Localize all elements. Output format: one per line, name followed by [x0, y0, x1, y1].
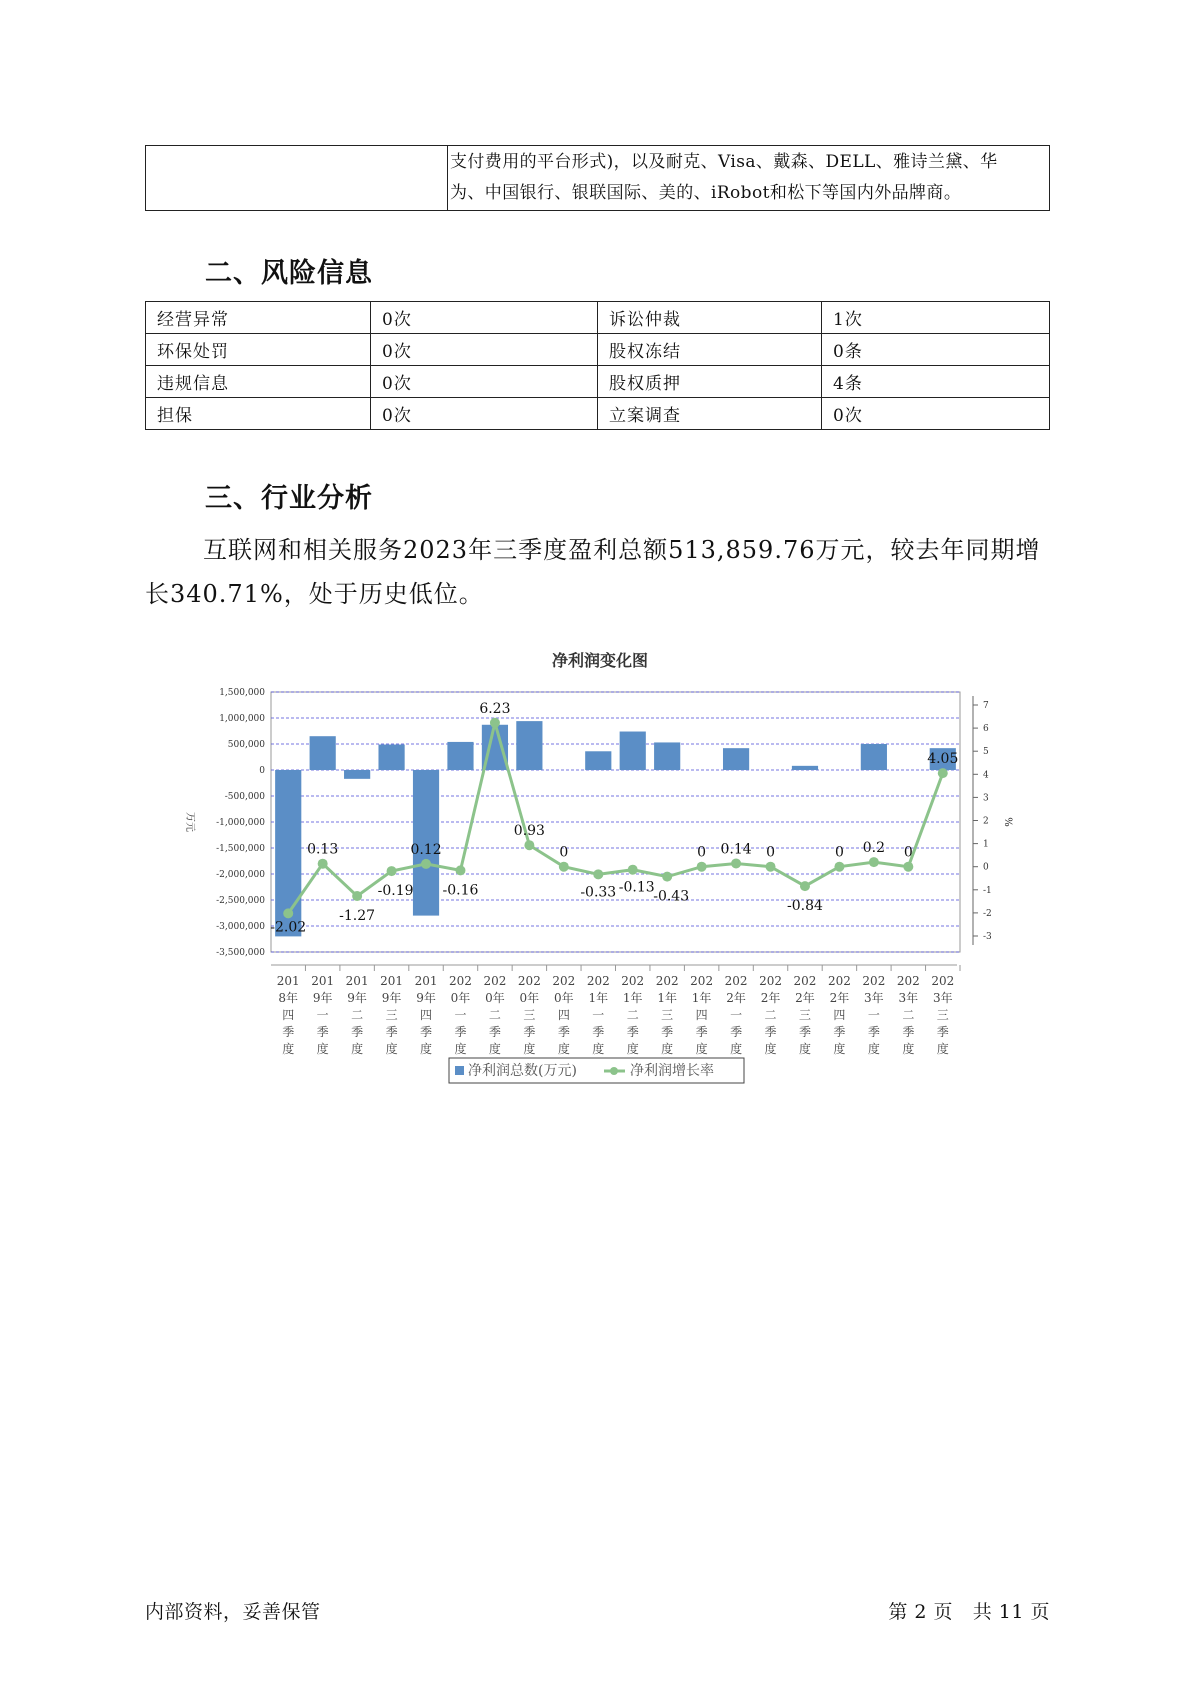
category-label: 三: [385, 1008, 398, 1022]
category-label: 9年: [347, 991, 367, 1005]
risk-label: 违规信息: [146, 366, 371, 398]
growth-data-label: 0.13: [307, 841, 339, 858]
risk-label: 股权冻结: [598, 334, 822, 366]
growth-data-label: -0.33: [580, 884, 617, 901]
category-label: 度: [454, 1042, 467, 1056]
category-label: 202: [724, 974, 748, 988]
growth-data-label: -0.16: [442, 882, 479, 899]
bar: [792, 766, 818, 770]
page-num: 2: [914, 1601, 927, 1623]
business-description-cell: [448, 146, 1050, 211]
category-label: 度: [592, 1042, 605, 1056]
chart-title: 净利润变化图: [551, 651, 649, 670]
category-label: 季: [902, 1025, 915, 1039]
total-num: 11: [998, 1601, 1024, 1623]
growth-data-label: -2.02: [270, 919, 307, 936]
category-label: 201: [311, 974, 335, 988]
category-label: 四: [695, 1008, 708, 1022]
category-label: 9年: [312, 991, 333, 1005]
growth-point: [352, 891, 362, 901]
category-label: 度: [833, 1042, 846, 1056]
risk-value: 4条: [822, 366, 1050, 398]
category-label: 度: [798, 1042, 811, 1056]
category-label: 四: [282, 1008, 295, 1022]
risk-value: 0次: [371, 398, 598, 430]
y2-axis-label: %: [1002, 817, 1013, 827]
category-label: 一: [316, 1008, 329, 1022]
category-label: 度: [695, 1042, 708, 1056]
risk-label: 诉讼仲裁: [598, 302, 822, 334]
growth-point: [697, 862, 707, 872]
bar: [861, 744, 887, 770]
category-label: 三: [936, 1008, 949, 1022]
y-axis-label: 万元: [184, 812, 195, 832]
business-description-table: [145, 145, 1050, 211]
bar: [585, 751, 611, 770]
category-label: 度: [316, 1042, 329, 1056]
category-label: 202: [931, 974, 955, 988]
risk-value: 0条: [822, 334, 1050, 366]
category-label: 度: [902, 1042, 915, 1056]
category-label: 三: [661, 1008, 674, 1022]
category-label: 0年: [450, 991, 471, 1005]
risk-label: 担保: [146, 398, 371, 430]
category-label: 季: [730, 1025, 743, 1039]
category-label: 四: [557, 1008, 570, 1022]
category-label: 一: [730, 1008, 743, 1022]
y2-tick-label: -3: [983, 932, 992, 942]
category-label: 度: [730, 1042, 743, 1056]
y2-tick-label: 5: [983, 747, 989, 758]
footer-page-number: [888, 1597, 1050, 1624]
category-label: 季: [385, 1025, 398, 1039]
legend-line-marker: [610, 1067, 618, 1075]
category-label: 季: [454, 1025, 467, 1039]
category-label: 1年: [622, 991, 643, 1005]
growth-point: [800, 881, 810, 891]
y2-tick-label: 6: [983, 724, 989, 735]
bar: [310, 736, 336, 770]
y2-tick-label: -1: [983, 885, 992, 896]
y2-tick-label: 0: [983, 862, 989, 873]
category-label: 度: [626, 1042, 639, 1056]
growth-point: [593, 869, 603, 879]
category-label: 季: [936, 1025, 949, 1039]
category-label: 季: [282, 1025, 295, 1039]
category-label: 一: [867, 1008, 880, 1022]
category-label: 2年: [795, 991, 815, 1005]
growth-point: [662, 872, 672, 882]
category-label: 三: [523, 1008, 536, 1022]
category-label: 度: [661, 1042, 674, 1056]
legend-bar-swatch: [455, 1066, 464, 1075]
category-label: 9年: [416, 991, 436, 1005]
category-label: 2年: [829, 991, 850, 1005]
risk-label: 立案调查: [598, 398, 822, 430]
y-tick-label: -1,500,000: [216, 844, 265, 854]
y-tick-label: -3,000,000: [216, 922, 265, 932]
y-tick-label: -3,500,000: [216, 948, 265, 958]
risk-label: 环保处罚: [146, 334, 371, 366]
growth-data-label: 0: [903, 844, 913, 861]
category-label: 201: [276, 974, 300, 988]
risk-row: [146, 366, 1050, 398]
growth-data-label: 0.14: [720, 841, 752, 858]
growth-point: [490, 718, 500, 728]
category-label: 202: [759, 974, 782, 988]
growth-point: [283, 908, 293, 918]
category-label: 202: [517, 974, 541, 988]
y-tick-label: -1,000,000: [216, 818, 265, 828]
bar: [447, 742, 473, 770]
category-label: 季: [420, 1025, 433, 1039]
growth-data-label: 0: [559, 844, 569, 861]
growth-point: [869, 857, 879, 867]
page-unit: 页: [933, 1601, 954, 1623]
growth-point: [731, 858, 741, 868]
growth-point: [938, 768, 948, 778]
risk-value: 0次: [822, 398, 1050, 430]
risk-label: 经营异常: [146, 302, 371, 334]
legend-bar-label: 净利润总数(万元): [468, 1063, 577, 1079]
growth-data-label: 0.93: [513, 823, 545, 840]
growth-data-label: -0.84: [787, 898, 823, 915]
category-label: 度: [523, 1042, 536, 1056]
y-tick-label: -500,000: [224, 792, 265, 802]
category-label: 3年: [898, 991, 919, 1005]
y-tick-label: -2,500,000: [216, 896, 265, 906]
legend-line-label: 净利润增长率: [630, 1063, 714, 1079]
risk-row: [146, 302, 1050, 334]
category-label: 2年: [726, 991, 746, 1005]
category-label: 季: [867, 1025, 880, 1039]
growth-point: [559, 862, 569, 872]
category-label: 202: [862, 974, 886, 988]
y2-tick-label: 2: [983, 816, 989, 827]
category-label: 201: [345, 974, 369, 988]
category-label: 度: [488, 1042, 501, 1056]
category-label: 季: [316, 1025, 329, 1039]
y-tick-label: 1,000,000: [219, 714, 265, 724]
category-label: 202: [896, 974, 920, 988]
category-label: 季: [764, 1025, 777, 1039]
risk-value: 0次: [371, 302, 598, 334]
total-prefix: 共: [972, 1601, 993, 1623]
category-label: 202: [586, 974, 610, 988]
category-label: 201: [414, 974, 438, 988]
category-label: 度: [385, 1042, 398, 1056]
category-label: 季: [626, 1025, 639, 1039]
y-tick-label: 0: [259, 766, 265, 776]
category-label: 0年: [485, 991, 505, 1005]
category-label: 1年: [588, 991, 609, 1005]
risk-label: 股权质押: [598, 366, 822, 398]
category-label: 季: [695, 1025, 708, 1039]
footer-confidential: 内部资料，妥善保管: [145, 1601, 321, 1623]
growth-point: [387, 866, 397, 876]
category-label: 1年: [657, 991, 677, 1005]
bar: [620, 732, 646, 770]
category-label: 二: [626, 1008, 639, 1022]
category-label: 季: [488, 1025, 501, 1039]
growth-data-label: 0.12: [410, 841, 442, 858]
y-tick-label: 500,000: [227, 740, 265, 750]
category-label: 8年: [278, 991, 299, 1005]
category-label: 四: [420, 1008, 433, 1022]
category-label: 度: [557, 1042, 570, 1056]
growth-data-label: 6.23: [479, 700, 511, 717]
page-prefix: 第: [888, 1601, 908, 1623]
category-label: 202: [449, 974, 472, 988]
net-profit-chart: [175, 640, 1035, 1090]
growth-data-label: -0.43: [653, 888, 690, 905]
growth-point: [834, 862, 844, 872]
category-label: 度: [867, 1042, 880, 1056]
empty-cell: [146, 146, 448, 211]
growth-point: [455, 865, 465, 875]
growth-point: [628, 865, 638, 875]
growth-data-label: 0: [834, 844, 844, 861]
y2-tick-label: 3: [983, 793, 989, 804]
category-label: 季: [592, 1025, 605, 1039]
category-label: 0年: [554, 991, 574, 1005]
category-label: 9年: [381, 991, 402, 1005]
category-label: 季: [351, 1025, 364, 1039]
category-label: 度: [936, 1042, 949, 1056]
category-label: 度: [282, 1042, 295, 1056]
category-label: 四: [833, 1008, 846, 1022]
risk-table: [145, 301, 1050, 430]
category-label: 度: [351, 1042, 364, 1056]
growth-data-label: -0.19: [377, 883, 414, 900]
industry-paragraph: 互联网和相关服务2023年三季度盈利总额513,859.76万元，较去年同期增长340.71%，处于历史低位。: [145, 536, 1041, 608]
category-label: 3年: [864, 991, 884, 1005]
growth-data-label: -1.27: [339, 908, 376, 925]
growth-point: [766, 862, 776, 872]
y-tick-label: -2,000,000: [216, 870, 265, 880]
y2-tick-label: 4: [983, 770, 989, 781]
category-label: 季: [557, 1025, 570, 1039]
description-line-2: 为、中国银行、银联国际、美的、iRobot和松下等国内外品牌商。: [450, 183, 962, 203]
growth-data-label: 4.05: [927, 751, 959, 768]
category-label: 0年: [519, 991, 540, 1005]
category-label: 季: [798, 1025, 811, 1039]
category-label: 度: [420, 1042, 433, 1056]
growth-point: [421, 859, 431, 869]
risk-value: 0次: [371, 334, 598, 366]
category-label: 二: [488, 1008, 501, 1022]
y-tick-label: 1,500,000: [219, 688, 265, 698]
category-label: 202: [827, 974, 851, 988]
y2-tick-label: 7: [983, 701, 989, 711]
category-label: 季: [833, 1025, 846, 1039]
bar: [654, 742, 680, 770]
category-label: 季: [661, 1025, 674, 1039]
category-label: 202: [552, 974, 576, 988]
growth-data-label: 0: [697, 844, 707, 861]
section-title-risk: 二、风险信息: [205, 258, 373, 289]
risk-value: 1次: [822, 302, 1050, 334]
risk-row: [146, 398, 1050, 430]
category-label: 202: [483, 974, 507, 988]
growth-point: [524, 840, 534, 850]
section-title-industry: 三、行业分析: [205, 483, 373, 514]
category-label: 一: [454, 1008, 467, 1022]
total-unit: 页: [1030, 1601, 1050, 1623]
growth-data-label: 0: [766, 844, 775, 861]
category-label: 202: [655, 974, 679, 988]
bar: [344, 770, 370, 779]
category-label: 三: [798, 1008, 811, 1022]
category-label: 二: [351, 1008, 364, 1022]
growth-point: [318, 859, 328, 869]
bar: [723, 748, 749, 770]
category-label: 3年: [932, 991, 953, 1005]
category-label: 202: [793, 974, 817, 988]
growth-data-label: -0.13: [618, 879, 655, 896]
category-label: 202: [621, 974, 645, 988]
growth-data-label: 0.2: [862, 840, 886, 857]
category-label: 季: [523, 1025, 536, 1039]
category-label: 二: [902, 1008, 915, 1022]
category-label: 一: [592, 1008, 605, 1022]
chart-svg: [175, 640, 1035, 1090]
category-label: 201: [380, 974, 404, 988]
bar: [516, 721, 542, 770]
category-label: 度: [764, 1042, 777, 1056]
bar: [378, 745, 404, 770]
risk-row: [146, 334, 1050, 366]
y2-tick-label: 1: [983, 839, 989, 850]
y2-tick-label: -2: [983, 908, 992, 919]
growth-point: [903, 862, 913, 872]
description-line-1: 支付费用的平台形式)，以及耐克、Visa、戴森、DELL、雅诗兰黛、华: [450, 152, 998, 172]
category-label: 1年: [691, 991, 712, 1005]
category-label: 202: [690, 974, 714, 988]
risk-value: 0次: [371, 366, 598, 398]
category-label: 二: [764, 1008, 777, 1022]
category-label: 2年: [760, 991, 781, 1005]
